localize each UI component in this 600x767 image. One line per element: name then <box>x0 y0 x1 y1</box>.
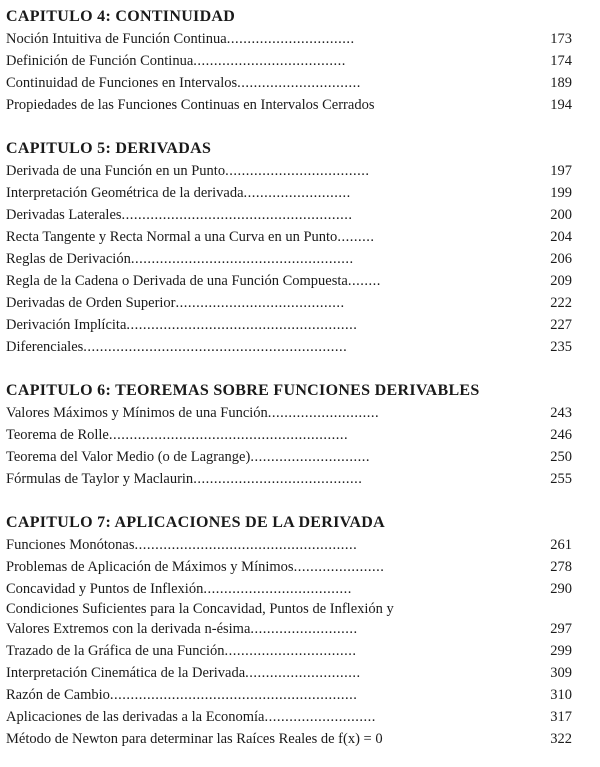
page-number: 290 <box>550 581 572 597</box>
toc-entry <box>6 160 572 182</box>
toc-entry <box>6 578 572 600</box>
leader-dots: .......................... <box>243 185 351 201</box>
leader-dots: ............................................................ <box>109 687 358 703</box>
entry-title: Derivadas Laterales <box>6 207 122 223</box>
leader-dots: ............................ <box>245 665 361 681</box>
toc-entry <box>6 270 572 292</box>
toc-entry <box>6 28 572 50</box>
entry-title: Derivación Implícita <box>6 317 127 333</box>
chapter-heading: CAPITULO 7: APLICACIONES DE LA DERIVADA <box>6 514 386 531</box>
toc-entry <box>6 50 572 72</box>
leader-dots: ...................................................... <box>134 537 358 553</box>
toc-entry <box>6 248 572 270</box>
page-number: 199 <box>550 185 572 201</box>
leader-dots: ...................... <box>293 559 385 575</box>
chapter-heading: CAPITULO 6: TEOREMAS SOBRE FUNCIONES DERIVABLES <box>6 382 480 399</box>
page-number: 194 <box>550 97 572 113</box>
toc-entry <box>6 204 572 226</box>
page-number: 322 <box>550 731 572 747</box>
leader-dots: ........................... <box>264 709 376 725</box>
entry-title: Definición de Función Continua <box>6 53 194 69</box>
page-number: 189 <box>550 75 572 91</box>
entry-title: Derivadas de Orden Superior <box>6 295 176 311</box>
page-number: 227 <box>550 317 572 333</box>
page-number: 197 <box>550 163 572 179</box>
toc-entry <box>6 600 572 640</box>
entry-title: Aplicaciones de las derivadas a la Economía <box>6 709 265 725</box>
leader-dots: .......................................................... <box>108 427 349 443</box>
leader-dots: ........................... <box>267 405 380 421</box>
page-number: 204 <box>550 229 572 245</box>
page-number: 173 <box>550 31 572 47</box>
toc-entry <box>6 336 572 358</box>
toc-entry <box>6 728 572 750</box>
page-number: 255 <box>550 471 572 487</box>
entry-title: Teorema del Valor Medio (o de Lagrange) <box>6 449 251 465</box>
page-number: 209 <box>550 273 572 289</box>
entry-title: Método de Newton para determinar las Raíces Reales de f(x) = 0 <box>6 731 383 747</box>
leader-dots: .......................... <box>250 621 358 637</box>
chapter-heading: CAPITULO 5: DERIVADAS <box>6 140 212 157</box>
toc-entry <box>6 72 572 94</box>
entry-title: Razón de Cambio <box>6 687 110 703</box>
page-number: 206 <box>550 251 572 267</box>
leader-dots: ......... <box>337 229 375 245</box>
chapter-heading: CAPITULO 4: CONTINUIDAD <box>6 8 236 25</box>
page-number: 310 <box>550 687 572 703</box>
page-number: 243 <box>550 405 572 421</box>
entry-title: Funciones Monótonas <box>6 537 135 553</box>
toc-entry <box>6 314 572 336</box>
toc-entry <box>6 640 572 662</box>
leader-dots: ............................. <box>250 449 370 465</box>
toc-entry <box>6 706 572 728</box>
page-number: 235 <box>550 339 572 355</box>
toc-entry <box>6 424 572 446</box>
leader-dots: ...................................................... <box>130 251 354 267</box>
page-number: 309 <box>550 665 572 681</box>
toc-entry <box>6 556 572 578</box>
entry-title: Recta Tangente y Recta Normal a una Curva en un Punto <box>6 229 338 245</box>
toc-entry <box>6 402 572 424</box>
page-number: 246 <box>550 427 572 443</box>
page-number: 174 <box>550 53 572 69</box>
entry-title: Diferenciales <box>6 339 84 355</box>
entry-title: Continuidad de Funciones en Intervalos <box>6 75 238 91</box>
chapter-5 <box>6 138 572 358</box>
leader-dots: ..................................... <box>193 53 346 69</box>
leader-dots: ................................... <box>225 163 370 179</box>
leader-dots: ................................................................ <box>83 339 348 355</box>
toc-entry <box>6 446 572 468</box>
leader-dots: ......................................... <box>193 471 363 487</box>
leader-dots: ........ <box>347 273 381 289</box>
leader-dots: .............................. <box>237 75 361 91</box>
chapter-6 <box>6 380 572 490</box>
page-number: 297 <box>550 621 572 637</box>
toc-entry <box>6 292 572 314</box>
page-number: 250 <box>550 449 572 465</box>
page-number: 222 <box>550 295 572 311</box>
entry-title: Reglas de Derivación <box>6 251 131 267</box>
entry-title-continued: Valores Extremos con la derivada n-ésima <box>6 621 251 637</box>
page-number: 299 <box>550 643 572 659</box>
entry-title: Problemas de Aplicación de Máximos y Mínimos <box>6 559 294 575</box>
toc-entry <box>6 662 572 684</box>
toc-entry <box>6 468 572 490</box>
toc-entry <box>6 534 572 556</box>
toc-entry <box>6 182 572 204</box>
entry-title: Interpretación Geométrica de la derivada <box>6 185 244 201</box>
page-number: 278 <box>550 559 572 575</box>
leader-dots: ............................... <box>226 31 355 47</box>
leader-dots: ........................................................ <box>121 207 353 223</box>
entry-title: Noción Intuitiva de Función Continua <box>6 31 227 47</box>
leader-dots: .................................... <box>203 581 352 597</box>
toc-entry <box>6 684 572 706</box>
entry-title: Regla de la Cadena o Derivada de una Función Compuesta <box>6 273 348 289</box>
leader-dots: ................................ <box>224 643 357 659</box>
entry-title: Propiedades de las Funciones Continuas en Intervalos Cerrados <box>6 97 375 113</box>
entry-title: Teorema de Rolle <box>6 427 109 443</box>
entry-title: Fórmulas de Taylor y Maclaurin <box>6 471 194 487</box>
entry-title: Concavidad y Puntos de Inflexión <box>6 581 204 597</box>
entry-title: Trazado de la Gráfica de una Función <box>6 643 225 659</box>
toc-entry <box>6 94 572 116</box>
entry-title: Condiciones Suficientes para la Concavidad, Puntos de Inflexión y <box>6 601 394 617</box>
chapter-7 <box>6 512 572 750</box>
entry-title: Interpretación Cinemática de la Derivada <box>6 665 246 681</box>
leader-dots: ......................................... <box>175 295 345 311</box>
entry-title: Derivada de una Función en un Punto <box>6 163 226 179</box>
toc-entry <box>6 226 572 248</box>
page-number: 200 <box>550 207 572 223</box>
leader-dots: ........................................................ <box>126 317 358 333</box>
chapter-4 <box>6 6 572 116</box>
page-number: 317 <box>550 709 572 725</box>
entry-title: Valores Máximos y Mínimos de una Función <box>6 405 268 421</box>
page-number: 261 <box>550 537 572 553</box>
